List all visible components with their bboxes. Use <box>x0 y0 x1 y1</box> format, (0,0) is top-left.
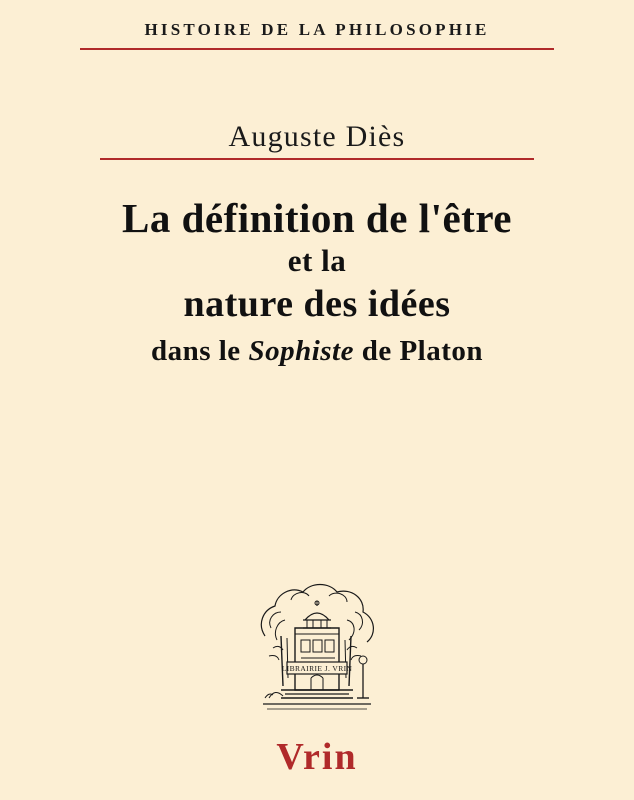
title-line-3: nature des idées <box>183 282 451 325</box>
title-line-1: La définition de l'être <box>122 195 512 241</box>
author-divider <box>100 158 534 160</box>
subtitle-prefix: dans le <box>150 335 249 368</box>
svg-text:LIBRAIRIE J. VRIN: LIBRAIRIE J. VRIN <box>281 664 353 673</box>
author-name: Auguste Diès <box>228 120 406 153</box>
publisher-name: Vrin <box>276 736 358 778</box>
title-line-4 <box>0 335 634 367</box>
subtitle-suffix: de Platon <box>353 335 484 368</box>
subtitle-work: Sophiste <box>248 335 354 368</box>
publisher-emblem <box>247 578 387 720</box>
book-title <box>0 196 634 368</box>
series-divider <box>80 48 554 50</box>
title-line-2: et la <box>287 242 347 278</box>
series-title: HISTOIRE DE LA PHILOSOPHIE <box>144 20 490 39</box>
